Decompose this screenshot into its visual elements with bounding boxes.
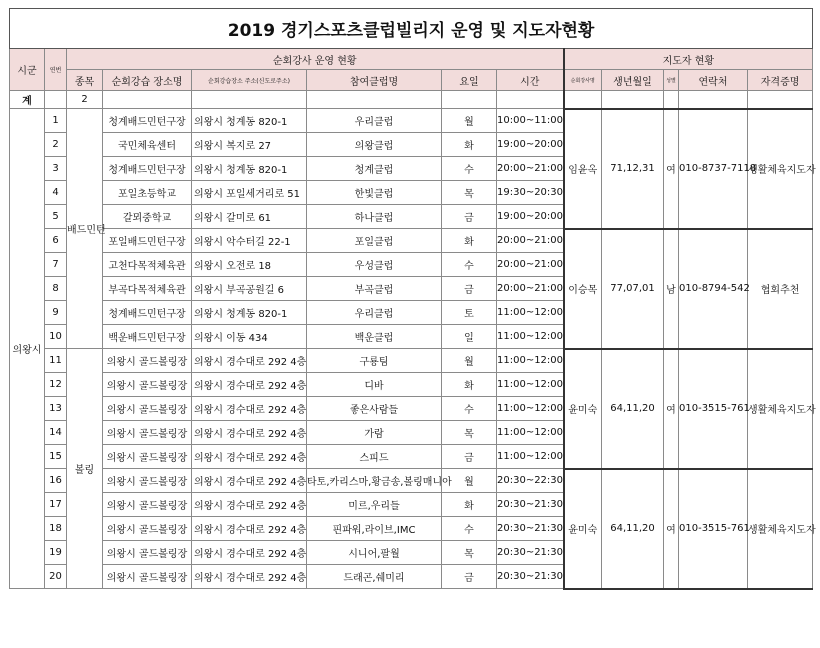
day-cell: 금 <box>442 205 497 229</box>
row-number: 16 <box>45 469 67 493</box>
row-number: 4 <box>45 181 67 205</box>
time-cell: 19:30~20:30 <box>497 181 564 205</box>
time-cell: 20:00~21:00 <box>497 253 564 277</box>
place-name-cell: 백운배드민턴구장 <box>103 325 192 349</box>
instructor-contact-cell: 010-8794-542 <box>679 229 748 349</box>
row-number: 6 <box>45 229 67 253</box>
header-group-instructor: 지도자 현황 <box>564 49 813 70</box>
club-cell: 가람 <box>307 421 442 445</box>
instructor-cert-cell: 생활체육지도자 <box>748 469 813 589</box>
time-cell: 20:00~21:00 <box>497 229 564 253</box>
header-time: 시간 <box>497 70 564 91</box>
status-table <box>9 8 816 590</box>
time-cell: 11:00~12:00 <box>497 445 564 469</box>
instructor-gender-cell: 여 <box>664 469 679 589</box>
day-cell: 수 <box>442 397 497 421</box>
time-cell: 11:00~12:00 <box>497 301 564 325</box>
sport-cell: 볼링 <box>67 349 103 589</box>
place-name-cell: 의왕시 골드볼링장 <box>103 373 192 397</box>
row-number: 13 <box>45 397 67 421</box>
place-name-cell: 청계배드민턴구장 <box>103 301 192 325</box>
place-name-cell: 부곡다목적체육관 <box>103 277 192 301</box>
total-empty-cell <box>307 91 442 109</box>
row-number: 19 <box>45 541 67 565</box>
header-club: 참여클럽명 <box>307 70 442 91</box>
place-addr-cell: 의왕시 청계동 820-1 <box>192 301 307 325</box>
place-name-cell: 청계배드민턴구장 <box>103 109 192 133</box>
total-empty-cell <box>748 91 813 109</box>
instructor-contact-cell: 010-3515-761 <box>679 469 748 589</box>
place-addr-cell: 의왕시 청계동 820-1 <box>192 157 307 181</box>
time-cell: 20:30~21:30 <box>497 541 564 565</box>
club-cell: 미르,우리들 <box>307 493 442 517</box>
club-cell: 한빛클럽 <box>307 181 442 205</box>
instructor-cert-cell: 협회추천 <box>748 229 813 349</box>
place-name-cell: 갈뫼중학교 <box>103 205 192 229</box>
place-addr-cell: 의왕시 이동 434 <box>192 325 307 349</box>
time-cell: 11:00~12:00 <box>497 397 564 421</box>
day-cell: 수 <box>442 157 497 181</box>
table-row <box>10 469 813 493</box>
instructor-birth-cell: 64,11,20 <box>602 469 664 589</box>
day-cell: 토 <box>442 301 497 325</box>
place-addr-cell: 의왕시 부곡공원길 6 <box>192 277 307 301</box>
place-addr-cell: 의왕시 경수대로 292 4층 <box>192 421 307 445</box>
club-cell: 핀파워,라이브,IMC <box>307 517 442 541</box>
time-cell: 20:30~21:30 <box>497 565 564 589</box>
header-instructor-name: 순회강사명 <box>564 70 602 91</box>
day-cell: 수 <box>442 253 497 277</box>
place-addr-cell: 의왕시 오전로 18 <box>192 253 307 277</box>
total-empty-cell <box>192 91 307 109</box>
day-cell: 수 <box>442 517 497 541</box>
instructor-gender-cell: 여 <box>664 349 679 469</box>
place-name-cell: 의왕시 골드볼링장 <box>103 493 192 517</box>
row-number: 14 <box>45 421 67 445</box>
day-cell: 화 <box>442 493 497 517</box>
row-number: 11 <box>45 349 67 373</box>
row-number: 10 <box>45 325 67 349</box>
place-addr-cell: 의왕시 악수터길 22-1 <box>192 229 307 253</box>
header-sigun: 시군 <box>10 49 45 91</box>
club-cell: 시니어,팔월 <box>307 541 442 565</box>
time-cell: 20:00~21:00 <box>497 277 564 301</box>
club-cell: 드래곤,쉐미리 <box>307 565 442 589</box>
place-name-cell: 의왕시 골드볼링장 <box>103 349 192 373</box>
instructor-cert-cell: 생활체육지도자 <box>748 109 813 229</box>
header-yeonbeon: 연번 <box>45 49 67 91</box>
place-addr-cell: 의왕시 포일세거리로 51 <box>192 181 307 205</box>
day-cell: 화 <box>442 229 497 253</box>
day-cell: 일 <box>442 325 497 349</box>
place-name-cell: 의왕시 골드볼링장 <box>103 517 192 541</box>
day-cell: 월 <box>442 109 497 133</box>
day-cell: 월 <box>442 469 497 493</box>
row-number: 8 <box>45 277 67 301</box>
instructor-birth-cell: 64,11,20 <box>602 349 664 469</box>
place-name-cell: 국민체육센터 <box>103 133 192 157</box>
club-cell: 디바 <box>307 373 442 397</box>
instructor-gender-cell: 여 <box>664 109 679 229</box>
time-cell: 10:00~11:00 <box>497 109 564 133</box>
place-addr-cell: 의왕시 경수대로 292 4층 <box>192 349 307 373</box>
place-name-cell: 고천다목적체육관 <box>103 253 192 277</box>
row-number: 2 <box>45 133 67 157</box>
instructor-contact-cell: 010-8737-7118 <box>679 109 748 229</box>
instructor-gender-cell: 남 <box>664 229 679 349</box>
day-cell: 화 <box>442 373 497 397</box>
place-name-cell: 의왕시 골드볼링장 <box>103 541 192 565</box>
time-cell: 20:30~21:30 <box>497 517 564 541</box>
table-row <box>10 109 813 133</box>
time-cell: 19:00~20:00 <box>497 205 564 229</box>
row-number: 15 <box>45 445 67 469</box>
header-jongmok: 종목 <box>67 70 103 91</box>
club-cell: 우리클럽 <box>307 109 442 133</box>
row-number: 9 <box>45 301 67 325</box>
place-name-cell: 의왕시 골드볼링장 <box>103 445 192 469</box>
club-cell: 청계클럽 <box>307 157 442 181</box>
place-name-cell: 의왕시 골드볼링장 <box>103 469 192 493</box>
total-empty-cell <box>103 91 192 109</box>
day-cell: 화 <box>442 133 497 157</box>
row-number: 17 <box>45 493 67 517</box>
row-number: 7 <box>45 253 67 277</box>
place-addr-cell: 의왕시 경수대로 292 4층 <box>192 373 307 397</box>
header-gender: 성별 <box>664 70 679 91</box>
total-empty-cell <box>679 91 748 109</box>
header-birth: 생년월일 <box>602 70 664 91</box>
day-cell: 월 <box>442 349 497 373</box>
total-count: 2 <box>67 91 103 109</box>
club-cell: 우성클럽 <box>307 253 442 277</box>
header-contact: 연락처 <box>679 70 748 91</box>
instructor-name-cell: 윤미숙 <box>564 349 602 469</box>
place-addr-cell: 의왕시 경수대로 292 4층 <box>192 493 307 517</box>
day-cell: 금 <box>442 277 497 301</box>
header-group-circuit: 순회강사 운영 현황 <box>67 49 564 70</box>
time-cell: 11:00~12:00 <box>497 421 564 445</box>
instructor-birth-cell: 77,07,01 <box>602 229 664 349</box>
place-addr-cell: 의왕시 복지로 27 <box>192 133 307 157</box>
club-cell: 스피드 <box>307 445 442 469</box>
time-cell: 20:30~22:30 <box>497 469 564 493</box>
header-place-addr: 순회강습장소 주소(신도로주소) <box>192 70 307 91</box>
place-addr-cell: 의왕시 경수대로 292 4층 <box>192 397 307 421</box>
time-cell: 20:30~21:30 <box>497 493 564 517</box>
club-cell: 좋은사람들 <box>307 397 442 421</box>
place-addr-cell: 의왕시 경수대로 292 4층 <box>192 565 307 589</box>
place-addr-cell: 의왕시 갈미로 61 <box>192 205 307 229</box>
total-empty-cell <box>602 91 664 109</box>
club-cell: 우리클럽 <box>307 301 442 325</box>
place-name-cell: 의왕시 골드볼링장 <box>103 565 192 589</box>
place-name-cell: 의왕시 골드볼링장 <box>103 397 192 421</box>
total-empty-cell <box>45 91 67 109</box>
row-number: 5 <box>45 205 67 229</box>
place-addr-cell: 의왕시 경수대로 292 4층 <box>192 517 307 541</box>
day-cell: 목 <box>442 541 497 565</box>
day-cell: 금 <box>442 565 497 589</box>
club-cell: 의왕클럽 <box>307 133 442 157</box>
row-number: 12 <box>45 373 67 397</box>
place-name-cell: 포일배드민턴구장 <box>103 229 192 253</box>
instructor-birth-cell: 71,12,31 <box>602 109 664 229</box>
club-cell: 타토,카리스마,황금송,볼링매니아 <box>307 469 442 493</box>
instructor-contact-cell: 010-3515-761 <box>679 349 748 469</box>
header-place-name: 순회강습 장소명 <box>103 70 192 91</box>
day-cell: 목 <box>442 181 497 205</box>
header-cert: 자격증명 <box>748 70 813 91</box>
place-addr-cell: 의왕시 경수대로 292 4층 <box>192 445 307 469</box>
club-cell: 구룡팀 <box>307 349 442 373</box>
instructor-name-cell: 윤미숙 <box>564 469 602 589</box>
place-addr-cell: 의왕시 경수대로 292 4층 <box>192 541 307 565</box>
total-empty-cell <box>497 91 564 109</box>
total-empty-cell <box>664 91 679 109</box>
club-cell: 포일클럽 <box>307 229 442 253</box>
row-number: 18 <box>45 517 67 541</box>
time-cell: 20:00~21:00 <box>497 157 564 181</box>
instructor-name-cell: 이승목 <box>564 229 602 349</box>
day-cell: 금 <box>442 445 497 469</box>
time-cell: 11:00~12:00 <box>497 373 564 397</box>
place-name-cell: 포일초등학교 <box>103 181 192 205</box>
club-cell: 백운클럽 <box>307 325 442 349</box>
time-cell: 19:00~20:00 <box>497 133 564 157</box>
row-number: 3 <box>45 157 67 181</box>
club-cell: 하나클럽 <box>307 205 442 229</box>
total-label: 계 <box>10 91 45 109</box>
place-addr-cell: 의왕시 경수대로 292 4층 <box>192 469 307 493</box>
total-empty-cell <box>442 91 497 109</box>
place-name-cell: 의왕시 골드볼링장 <box>103 421 192 445</box>
row-number: 1 <box>45 109 67 133</box>
region-cell: 의왕시 <box>10 109 45 589</box>
sheet-title: 2019 경기스포츠클럽빌리지 운영 및 지도자현황 <box>10 9 813 49</box>
sport-cell: 배드민턴 <box>67 109 103 349</box>
place-name-cell: 청계배드민턴구장 <box>103 157 192 181</box>
day-cell: 목 <box>442 421 497 445</box>
instructor-cert-cell: 생활체육지도자 <box>748 349 813 469</box>
time-cell: 11:00~12:00 <box>497 325 564 349</box>
place-addr-cell: 의왕시 청계동 820-1 <box>192 109 307 133</box>
table-row <box>10 349 813 373</box>
instructor-name-cell: 임윤옥 <box>564 109 602 229</box>
row-number: 20 <box>45 565 67 589</box>
club-cell: 부곡클럽 <box>307 277 442 301</box>
time-cell: 11:00~12:00 <box>497 349 564 373</box>
total-empty-cell <box>564 91 602 109</box>
table-row <box>10 229 813 253</box>
header-day: 요일 <box>442 70 497 91</box>
